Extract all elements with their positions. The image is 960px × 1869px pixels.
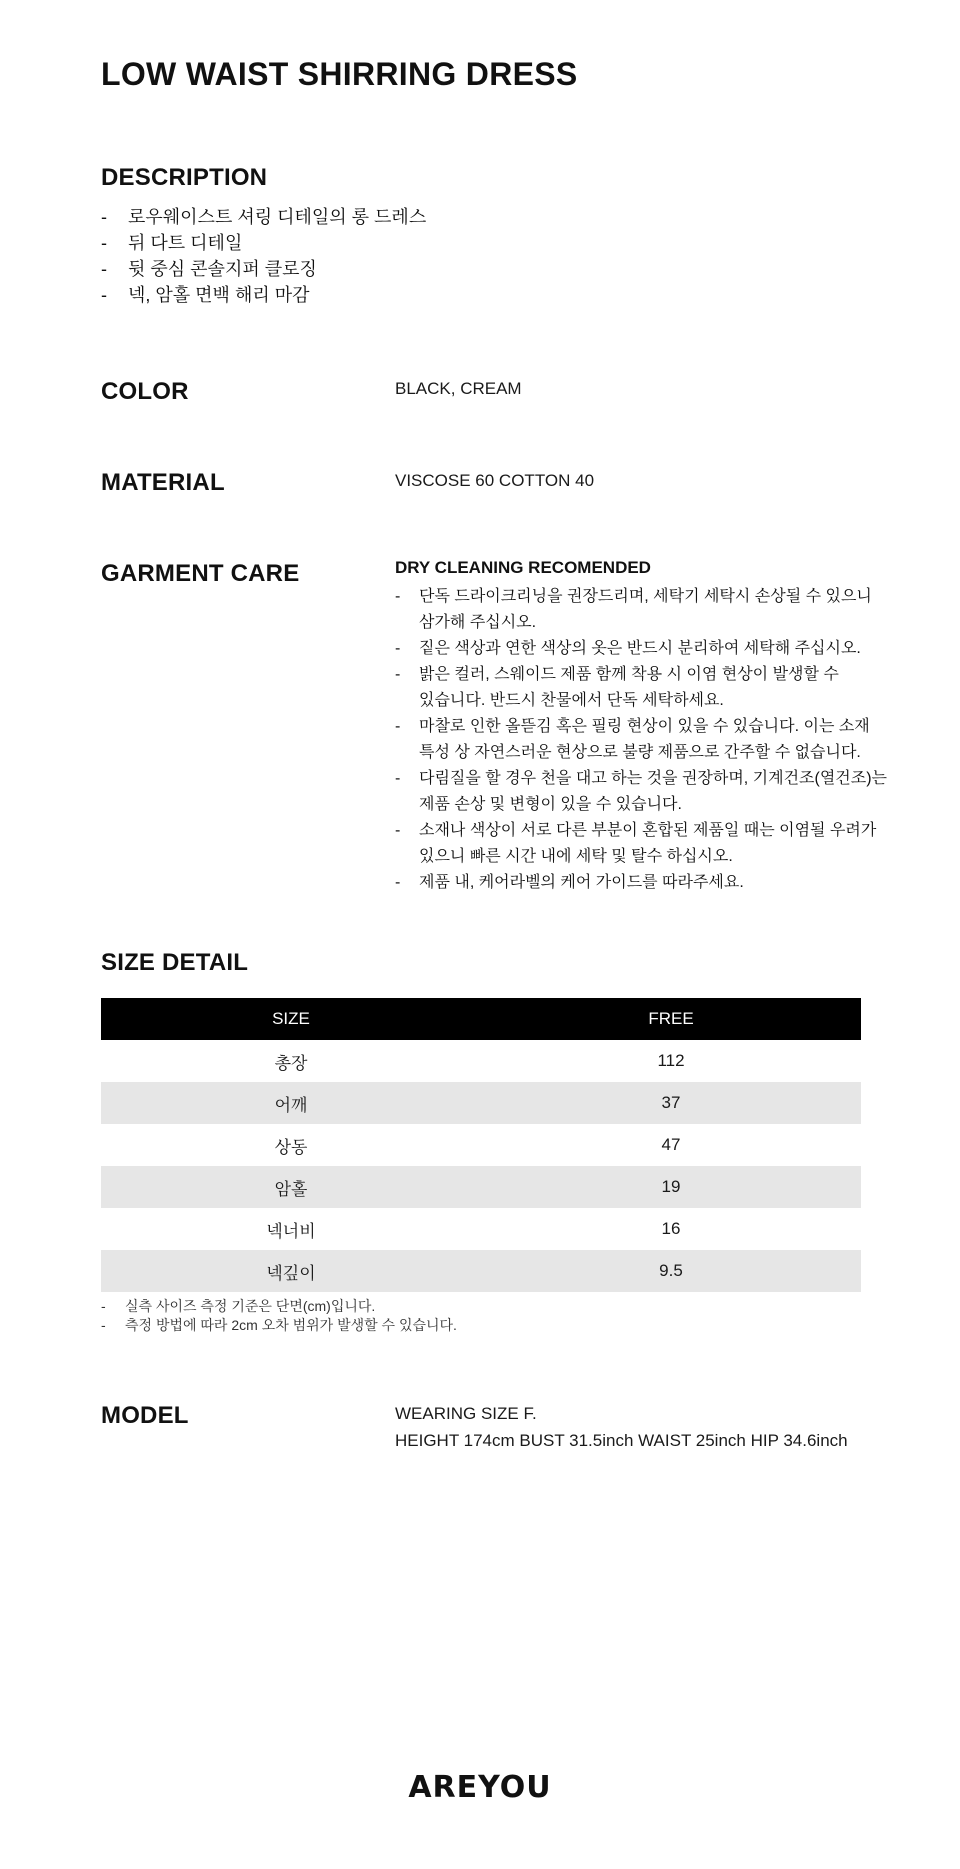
table-row [101, 1208, 861, 1250]
table-row [101, 1082, 861, 1124]
care-item-line: 삼가해 주십시오. [419, 614, 537, 631]
measurement-label: 암홀 [101, 1166, 481, 1208]
size-notes [101, 1297, 457, 1335]
care-item-line: 제품 손상 및 변형이 있을 수 있습니다. [419, 796, 682, 813]
care-item-line: 있으니 빠른 시간 내에 세탁 및 탈수 하십시오. [419, 848, 733, 865]
description-list [101, 204, 426, 308]
care-item-line: 있습니다. 반드시 찬물에서 단독 세탁하세요. [419, 692, 724, 709]
model-heading: MODEL [101, 1402, 189, 1429]
description-item: - 넥, 암홀 면백 해리 마감 [101, 282, 426, 308]
care-list [395, 584, 895, 896]
material-heading: MATERIAL [101, 469, 225, 496]
table-row [101, 1040, 861, 1082]
model-info [395, 1400, 848, 1454]
material-value: VISCOSE 60 COTTON 40 [395, 471, 595, 490]
size-note: - 실측 사이즈 측정 기준은 단면(cm)입니다. [101, 1297, 457, 1316]
table-row [101, 1250, 861, 1292]
size-note: - 측정 방법에 따라 2cm 오차 범위가 발생할 수 있습니다. [101, 1316, 457, 1335]
column-header-free: FREE [481, 998, 861, 1040]
size-detail-heading: SIZE DETAIL [101, 949, 249, 976]
care-item [395, 662, 895, 714]
table-row [101, 1124, 861, 1166]
care-item [395, 714, 895, 766]
description-item: - 뒤 다트 디테일 [101, 230, 426, 256]
care-item [395, 870, 895, 896]
brand-logo: AREYOU [408, 1770, 552, 1805]
description-heading: DESCRIPTION [101, 164, 268, 191]
description-item: - 로우웨이스트 셔링 디테일의 롱 드레스 [101, 204, 426, 230]
column-header-size: SIZE [101, 998, 481, 1040]
care-item-line: - 밝은 컬러, 스웨이드 제품 함께 착용 시 이염 현상이 발생할 수 [419, 666, 839, 683]
care-item-line: - 제품 내, 케어라벨의 케어 가이드를 따라주세요. [419, 874, 744, 891]
care-item [395, 766, 895, 818]
care-item-line: - 소재나 색상이 서로 다른 부분이 혼합된 제품일 때는 이염될 우려가 [419, 822, 877, 839]
measurement-value: 47 [661, 1135, 681, 1154]
measurement-value: 19 [481, 1166, 861, 1208]
garment-care-block [395, 558, 895, 896]
product-title: LOW WAIST SHIRRING DRESS [101, 56, 578, 92]
care-item [395, 636, 895, 662]
measurement-value: 37 [481, 1082, 861, 1124]
care-item-line: - 다림질을 할 경우 천을 대고 하는 것을 권장하며, 기계건조(열건조)는 [419, 770, 887, 787]
care-item-line: - 짙은 색상과 연한 색상의 옷은 반드시 분리하여 세탁해 주십시오. [419, 640, 861, 657]
table-row [101, 1166, 861, 1208]
measurement-label: 어깨 [101, 1082, 481, 1124]
measurement-value: 16 [661, 1219, 681, 1238]
measurement-label: 넥너비 [266, 1221, 316, 1241]
care-item-line: 특성 상 자연스러운 현상으로 불량 제품으로 간주할 수 없습니다. [419, 744, 861, 761]
care-item-line: - 마찰로 인한 올뜯김 혹은 필링 현상이 있을 수 있습니다. 이는 소재 [419, 718, 870, 735]
care-item [395, 818, 895, 870]
description-item: - 뒷 중심 콘솔지퍼 클로징 [101, 256, 426, 282]
measurement-label: 총장 [274, 1053, 308, 1073]
measurement-label: 넥깊이 [101, 1250, 481, 1292]
measurement-value: 9.5 [481, 1250, 861, 1292]
size-table-header [101, 998, 861, 1040]
wearing-size: WEARING SIZE F. [395, 1404, 537, 1423]
color-heading: COLOR [101, 378, 189, 405]
measurement-value: 112 [657, 1051, 685, 1070]
care-item [395, 584, 895, 636]
care-subheading: DRY CLEANING RECOMENDED [395, 558, 651, 577]
size-table [101, 998, 861, 1292]
color-value: BLACK, CREAM [395, 379, 522, 398]
garment-care-heading: GARMENT CARE [101, 560, 300, 587]
model-measurements: HEIGHT 174cm BUST 31.5inch WAIST 25inch HIP 34.6inch [395, 1431, 848, 1450]
measurement-label: 상동 [274, 1137, 308, 1157]
care-item-line: - 단독 드라이크리닝을 권장드리며, 세탁기 세탁시 손상될 수 있으니 [419, 588, 872, 605]
